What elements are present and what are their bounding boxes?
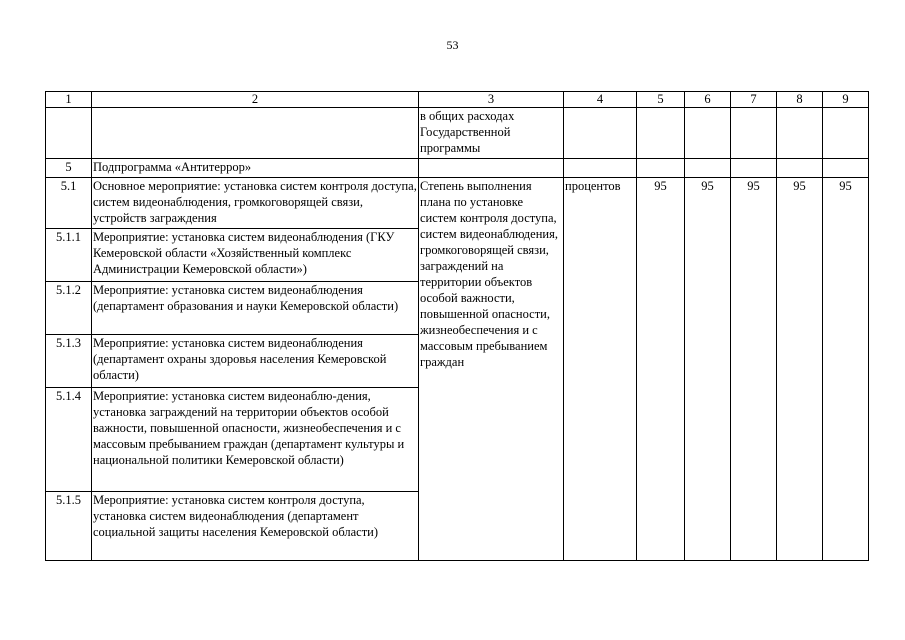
header-cell: 6 xyxy=(685,92,731,108)
value-cell xyxy=(777,159,823,178)
value-cell xyxy=(731,159,777,178)
subprogram-title: Подпрограмма «Антитеррор» xyxy=(92,159,419,178)
activity-num: 5.1.3 xyxy=(46,335,92,388)
header-row xyxy=(46,92,869,108)
header-cell: 9 xyxy=(823,92,869,108)
activity-num: 5.1.5 xyxy=(46,492,92,561)
num-cell xyxy=(46,108,92,159)
table-row-subprogram xyxy=(46,159,869,178)
value-cell xyxy=(823,159,869,178)
value-cell xyxy=(637,108,685,159)
value-cell xyxy=(823,108,869,159)
main-unit: процентов xyxy=(564,178,637,561)
header-cell: 1 xyxy=(46,92,92,108)
activity-num: 5.1.4 xyxy=(46,388,92,492)
value-cell xyxy=(637,159,685,178)
page-number: 53 xyxy=(446,38,459,52)
unit-cell xyxy=(564,159,637,178)
activity-title: Мероприятие: установка систем видеонаблюдения (департамент охраны здоровья населения Кемеровской области) xyxy=(92,335,419,388)
main-indicator: Степень выполнения плана по установке систем контроля доступа, систем видеонаблюдения, громкоговорящей связи, заграждений на территории объектов особой важности, повышенной опасности, жизнеобеспечения и с массовым пребыванием граждан xyxy=(419,178,564,561)
header-cell: 4 xyxy=(564,92,637,108)
value-cell: 95 xyxy=(823,178,869,561)
activity-num: 5.1.2 xyxy=(46,282,92,335)
value-cell xyxy=(685,108,731,159)
activity-title: Мероприятие: установка систем контроля доступа, установка систем видеонаблюдения (департамент социальной защиты населения Кемеровской области) xyxy=(92,492,419,561)
value-cell xyxy=(685,159,731,178)
table-row-main xyxy=(46,178,869,229)
table-row-continuation xyxy=(46,108,869,159)
subprogram-num: 5 xyxy=(46,159,92,178)
activity-title: Мероприятие: установка систем видеонаблю-дения, установка заграждений на территории объектов особой важности, повышенной опасности, жизнеобеспечения и с массовым пребыванием граждан (департамент культуры и национальной политики Кемеровской области) xyxy=(92,388,419,492)
header-cell: 8 xyxy=(777,92,823,108)
value-cell: 95 xyxy=(777,178,823,561)
activity-title: Мероприятие: установка систем видеонаблюдения (департамент образования и науки Кемеровской области) xyxy=(92,282,419,335)
main-num: 5.1 xyxy=(46,178,92,229)
value-cell xyxy=(777,108,823,159)
value-cell: 95 xyxy=(637,178,685,561)
desc-cell xyxy=(92,108,419,159)
value-cell xyxy=(731,108,777,159)
header-cell: 7 xyxy=(731,92,777,108)
indicator-cell xyxy=(419,159,564,178)
activity-num: 5.1.1 xyxy=(46,229,92,282)
header-cell: 3 xyxy=(419,92,564,108)
header-cell: 5 xyxy=(637,92,685,108)
value-cell: 95 xyxy=(731,178,777,561)
indicator-cell: в общих расходах Государственной программы xyxy=(419,108,564,159)
main-title: Основное мероприятие: установка систем контроля доступа, систем видеонаблюдения, громкоговорящей связи, устройств заграждения xyxy=(92,178,419,229)
indicators-table xyxy=(45,91,869,561)
activity-title: Мероприятие: установка систем видеонаблюдения (ГКУ Кемеровской области «Хозяйственный комплекс Администрации Кемеровской области») xyxy=(92,229,419,282)
unit-cell xyxy=(564,108,637,159)
header-cell: 2 xyxy=(92,92,419,108)
value-cell: 95 xyxy=(685,178,731,561)
